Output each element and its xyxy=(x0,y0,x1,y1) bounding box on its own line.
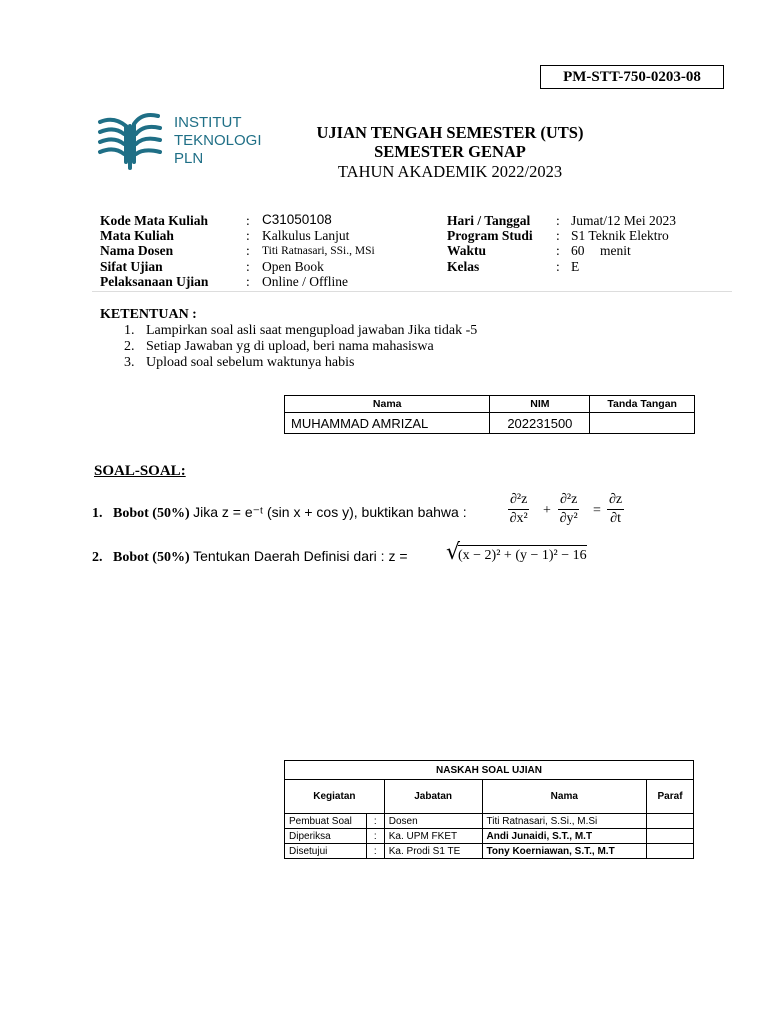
document-code: PM-STT-750-0203-08 xyxy=(540,65,724,89)
dosen-value: Titi Ratnasari, SSi., MSi xyxy=(262,245,375,257)
row-jabatan: Ka. Prodi S1 TE xyxy=(384,844,482,859)
fraction-denominator: ∂x² xyxy=(509,511,528,526)
question-1 xyxy=(92,504,467,522)
rule-number: 3. xyxy=(124,355,135,370)
question-2-text: Tentukan Daerah Definisi dari : z = xyxy=(193,548,408,564)
fraction-denominator: ∂t xyxy=(610,511,621,526)
row-kegiatan: Disetujui xyxy=(285,844,367,859)
table-row xyxy=(285,844,694,859)
approval-caption-row xyxy=(285,761,694,780)
row-jabatan: Ka. UPM FKET xyxy=(384,829,482,844)
fraction-numerator: ∂z xyxy=(607,492,624,510)
waktu-label: Waktu xyxy=(447,243,487,258)
kelas-colon: : xyxy=(556,259,560,274)
row-kegiatan: Pembuat Soal xyxy=(285,814,367,829)
header-nama: Nama xyxy=(285,396,490,413)
question-1-number: 1. xyxy=(92,506,103,521)
book-emblem-icon xyxy=(96,112,166,172)
kelas-value: E xyxy=(571,259,580,274)
sifat-colon: : xyxy=(246,259,250,274)
header-jabatan: Jabatan xyxy=(384,780,482,814)
question-2 xyxy=(92,548,408,566)
student-nim: 202231500 xyxy=(490,413,590,434)
rules-title: KETENTUAN : xyxy=(100,307,197,322)
question-2-weight: Bobot (50%) xyxy=(113,550,190,565)
pelaksanaan-label: Pelaksanaan Ujian xyxy=(100,274,209,289)
question-2-number: 2. xyxy=(92,550,103,565)
matkul-value: Kalkulus Lanjut xyxy=(262,228,350,243)
approval-caption: NASKAH SOAL UJIAN xyxy=(285,761,694,780)
header-nim: NIM xyxy=(490,396,590,413)
rule-item xyxy=(120,339,477,355)
academic-year: TAHUN AKADEMIK 2022/2023 xyxy=(337,162,563,181)
header-nama: Nama xyxy=(482,780,647,814)
hari-value: Jumat/12 Mei 2023 xyxy=(571,213,676,228)
fraction-dz-dt xyxy=(607,492,624,527)
fraction-numerator: ∂²z xyxy=(508,492,529,510)
kelas-label: Kelas xyxy=(447,259,480,274)
row-jabatan: Dosen xyxy=(384,814,482,829)
radical-sign: √ xyxy=(446,540,461,565)
question-1-text: Jika z = e⁻ᵗ (sin x + cos y), buktikan bahwa : xyxy=(193,504,467,520)
table-row xyxy=(285,814,694,829)
prodi-label: Program Studi xyxy=(447,228,533,243)
institution-logo xyxy=(96,112,266,172)
logo-line-1: INSTITUT xyxy=(174,114,242,131)
student-table-header xyxy=(285,396,695,413)
rule-number: 2. xyxy=(124,339,135,354)
hari-colon: : xyxy=(556,213,560,228)
prodi-value: S1 Teknik Elektro xyxy=(571,228,669,243)
header-kegiatan: Kegiatan xyxy=(285,780,385,814)
prodi-colon: : xyxy=(556,228,560,243)
approval-table xyxy=(284,760,694,859)
student-signature xyxy=(590,413,695,434)
divider xyxy=(92,291,732,292)
row-colon: : xyxy=(366,814,384,829)
table-row xyxy=(285,829,694,844)
hari-label: Hari / Tanggal xyxy=(447,213,531,228)
fraction-numerator: ∂²z xyxy=(558,492,579,510)
radical-expression: (x − 2)² + (y − 1)² − 16 xyxy=(458,545,587,564)
approval-header-row xyxy=(285,780,694,814)
logo-line-3: PLN xyxy=(174,150,204,167)
pelaksanaan-value: Online / Offline xyxy=(262,274,348,289)
sifat-value: Open Book xyxy=(262,259,324,274)
rule-text: Lampirkan soal asli saat mengupload jawaban Jika tidak -5 xyxy=(146,323,478,338)
waktu-value: 60 xyxy=(571,243,585,258)
rule-text: Setiap Jawaban yg di upload, beri nama mahasiswa xyxy=(146,339,434,354)
rules-list xyxy=(120,323,477,371)
student-table xyxy=(284,395,695,434)
header-paraf: Paraf xyxy=(647,780,694,814)
logo-line-2: TEKNOLOGI xyxy=(174,132,262,149)
waktu-unit: menit xyxy=(600,243,631,258)
plus-sign: + xyxy=(543,503,551,518)
fraction-d2z-dy2 xyxy=(558,492,579,527)
soal-title: SOAL-SOAL: xyxy=(94,463,186,479)
dosen-colon: : xyxy=(246,243,250,258)
rule-item xyxy=(120,323,477,339)
question-1-weight: Bobot (50%) xyxy=(113,506,190,521)
kode-label: Kode Mata Kuliah xyxy=(100,213,209,228)
matkul-colon: : xyxy=(246,228,250,243)
waktu-colon: : xyxy=(556,243,560,258)
kode-colon: : xyxy=(246,213,250,228)
kode-value: C31050108 xyxy=(262,212,332,227)
matkul-label: Mata Kuliah xyxy=(100,228,174,243)
pelaksanaan-colon: : xyxy=(246,274,250,289)
row-kegiatan: Diperiksa xyxy=(285,829,367,844)
row-colon: : xyxy=(366,844,384,859)
equals-sign: = xyxy=(593,503,601,518)
row-paraf xyxy=(647,844,694,859)
row-nama: Tony Koerniawan, S.T., M.T xyxy=(482,844,647,859)
rule-number: 1. xyxy=(124,323,135,338)
row-colon: : xyxy=(366,829,384,844)
rule-text: Upload soal sebelum waktunya habis xyxy=(146,355,355,370)
student-name: MUHAMMAD AMRIZAL xyxy=(285,413,490,434)
sifat-label: Sifat Ujian xyxy=(100,259,163,274)
rule-item xyxy=(120,355,477,371)
semester-title: SEMESTER GENAP xyxy=(374,142,526,161)
row-paraf xyxy=(647,814,694,829)
fraction-d2z-dx2 xyxy=(508,492,529,527)
logo-text xyxy=(174,114,262,168)
row-nama: Andi Junaidi, S.T., M.T xyxy=(482,829,647,844)
exam-title: UJIAN TENGAH SEMESTER (UTS) xyxy=(316,123,584,142)
student-row xyxy=(285,413,695,434)
row-nama: Titi Ratnasari, S.Si., M.Si xyxy=(482,814,647,829)
dosen-label: Nama Dosen xyxy=(100,243,174,258)
header-tanda-tangan: Tanda Tangan xyxy=(590,396,695,413)
row-paraf xyxy=(647,829,694,844)
fraction-denominator: ∂y² xyxy=(559,511,578,526)
